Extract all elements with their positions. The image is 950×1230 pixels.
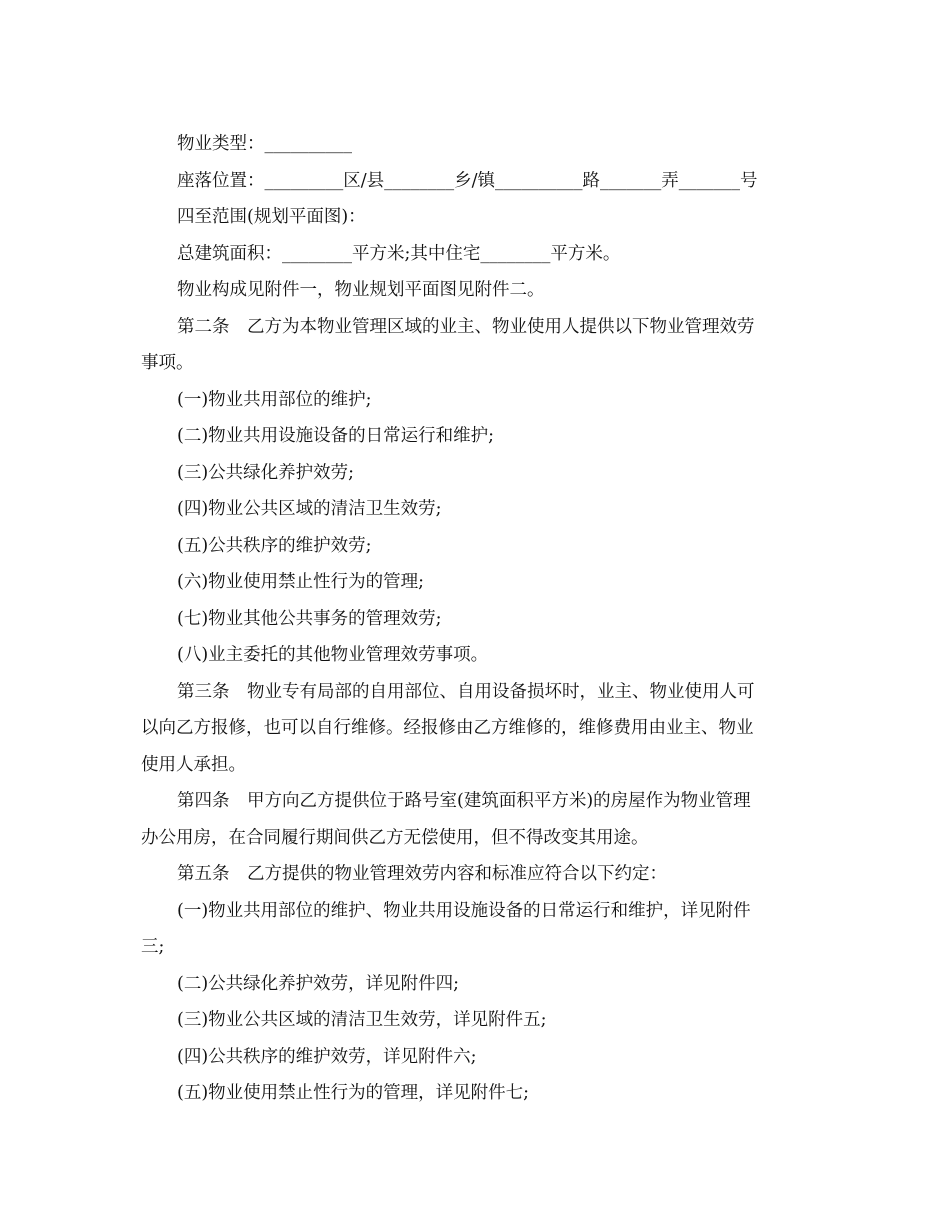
standard-item-5: (五)物业使用禁止性行为的管理，详见附件七;: [177, 1083, 530, 1103]
service-item-2: (二)物业共用设施设备的日常运行和维护;: [177, 426, 495, 446]
service-item-7: (七)物业其他公共事务的管理效劳;: [177, 608, 442, 629]
article-4-line: 第四条 甲方向乙方提供位于路号室(建筑面积平方米)的房屋作为物业管理: [177, 791, 751, 811]
service-item-3: (三)公共绿化养护效劳;: [177, 462, 355, 483]
standard-item-1: (一)物业共用部位的维护、物业共用设施设备的日常运行和维护，详见附件: [177, 900, 751, 921]
article-2-line: 第二条 乙方为本物业管理区域的业主、物业使用人提供以下物业管理效劳: [177, 316, 755, 337]
article-3-line-cont-1: 以向乙方报修，也可以自行维修。经报修由乙方维修的，维修费用由业主、物业: [141, 718, 754, 738]
boundary-line: 四至范围(规划平面图)：: [177, 207, 366, 227]
article-3-line-cont-2: 使用人承担。: [141, 754, 246, 775]
article-4-line-cont: 办公用房，在合同履行期间供乙方无偿使用，但不得改变其用途。: [141, 827, 649, 848]
standard-item-2: (二)公共绿化养护效劳，详见附件四;: [177, 973, 460, 994]
standard-item-1-cont: 三;: [141, 937, 165, 957]
property-type-line: 物业类型：__________: [177, 134, 352, 154]
article-2-line-cont: 事项。: [141, 353, 194, 373]
composition-line: 物业构成见附件一，物业规划平面图见附件二。: [177, 280, 545, 300]
service-item-6: (六)物业使用禁止性行为的管理;: [177, 572, 425, 592]
total-area-line: 总建筑面积：________平方米;其中住宅________平方米。: [177, 243, 621, 264]
service-item-1: (一)物业共用部位的维护;: [177, 389, 372, 410]
service-item-8: (八)业主委托的其他物业管理效劳事项。: [177, 645, 489, 665]
article-3-line: 第三条 物业专有局部的自用部位、自用设备损坏时，业主、物业使用人可: [177, 681, 755, 702]
article-5-line: 第五条 乙方提供的物业管理效劳内容和标准应符合以下约定：: [177, 864, 667, 884]
standard-item-4: (四)公共秩序的维护效劳，详见附件六;: [177, 1046, 477, 1067]
document-body: [141, 126, 806, 1112]
standard-item-3: (三)物业公共区域的清洁卫生效劳，详见附件五;: [177, 1010, 547, 1030]
location-line: 座落位置：_________区/县________乡/镇__________路_______弄_______号: [177, 170, 758, 191]
service-item-5: (五)公共秩序的维护效劳;: [177, 535, 372, 556]
service-item-4: (四)物业公共区域的清洁卫生效劳;: [177, 499, 442, 519]
